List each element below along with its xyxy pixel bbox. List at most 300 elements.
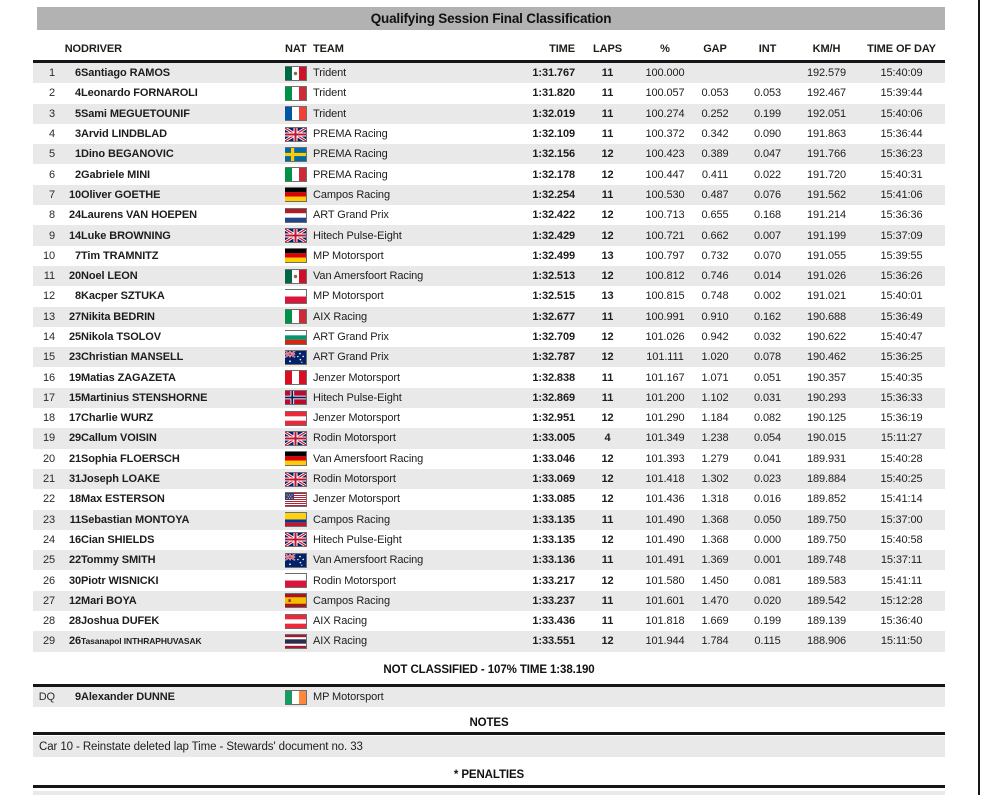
cell-laps: 13: [601, 249, 614, 262]
cell-driver-name: Max ESTERSON: [81, 493, 165, 506]
cell-gap: 0.487: [701, 188, 729, 201]
cell-position: 6: [48, 168, 55, 181]
cell-time-of-day: 15:36:44: [880, 128, 923, 141]
cell-time-of-day: 15:37:11: [880, 554, 923, 567]
header-car-number: NO: [64, 43, 81, 55]
cell-time-of-day: 15:39:55: [880, 249, 923, 262]
cell-time-of-day: 15:37:09: [880, 229, 923, 242]
cell-percent: 100.713: [645, 209, 685, 222]
cell-gap: 1.184: [701, 412, 729, 425]
cell-time: 1:32.499: [532, 249, 575, 262]
cell-percent: 100.991: [645, 310, 685, 323]
cell-percent: 100.721: [645, 229, 685, 242]
cell-time: 1:32.951: [532, 412, 575, 425]
cell-time: 1:32.422: [532, 209, 575, 222]
cell-kmh: 189.139: [806, 615, 847, 628]
cell-team: Hitech Pulse-Eight: [313, 229, 402, 242]
cell-time-of-day: 15:41:11: [880, 574, 923, 587]
cell-time-of-day: 15:11:27: [880, 432, 923, 445]
result-row: [33, 428, 945, 448]
cell-time: 1:32.869: [532, 391, 575, 404]
result-row: [33, 307, 945, 327]
cell-nationality: [285, 246, 313, 266]
cell-position: 3: [48, 107, 55, 120]
cell-laps: [575, 687, 640, 707]
notes-heading: NOTES: [469, 717, 509, 729]
cell-driver-name: Mari BOYA: [81, 594, 137, 607]
cell-nationality: [285, 144, 313, 164]
cell-team: Campos Racing: [313, 594, 390, 607]
cell-time-of-day: 15:40:35: [880, 371, 923, 384]
flag-icon-usa: [285, 493, 306, 506]
result-row: [33, 408, 945, 428]
cell-nationality: [285, 205, 313, 225]
result-row: [33, 550, 945, 570]
result-row: [33, 124, 945, 144]
cell-time: 1:33.135: [532, 513, 575, 526]
cell-driver-name: Leonardo FORNAROLI: [81, 87, 198, 100]
cell-nationality: [285, 428, 313, 448]
cell-team: MP Motorsport: [313, 290, 384, 303]
cell-percent: 100.057: [645, 87, 685, 100]
flag-icon-bul: [285, 331, 306, 344]
cell-interval: 0.115: [754, 635, 781, 648]
cell-kmh: 191.720: [806, 168, 847, 181]
bottom-stripe: [33, 791, 945, 795]
cell-gap: 1.368: [701, 513, 729, 526]
cell-interval: 0.199: [753, 107, 782, 120]
flag-icon-swe: [285, 148, 306, 161]
cell-interval: 0.016: [753, 493, 782, 506]
cell-team: PREMA Racing: [313, 148, 388, 161]
cell-kmh: 191.021: [806, 290, 847, 303]
flag-icon-gbr: [285, 432, 306, 445]
flag-icon-aut: [285, 615, 306, 628]
cell-time: 1:32.787: [532, 351, 575, 364]
cell-position: 7: [48, 188, 55, 201]
cell-position: 18: [42, 412, 55, 425]
flag-icon-pol: [285, 574, 306, 587]
cell-car-number: 31: [68, 473, 81, 486]
cell-nationality: [285, 307, 313, 327]
cell-laps: 12: [601, 270, 614, 283]
cell-percent: 101.026: [645, 331, 685, 343]
cell-position: 10: [42, 249, 55, 262]
cell-kmh: 190.462: [806, 351, 847, 364]
cell-kmh: 189.542: [806, 594, 847, 607]
header-driver: DRIVER: [81, 43, 122, 55]
cell-car-number: 2: [74, 168, 81, 181]
cell-gap: 1.020: [701, 351, 729, 364]
cell-time: 1:32.429: [532, 229, 575, 242]
cell-position: 19: [42, 432, 55, 445]
cell-interval: 0.051: [753, 371, 782, 384]
cell-kmh: 191.214: [806, 209, 847, 222]
cell-car-number: 27: [68, 310, 81, 323]
flag-icon-ned: [285, 209, 306, 222]
cell-laps: 12: [601, 331, 614, 343]
cell-laps: 12: [601, 473, 614, 486]
header-gap: GAP: [703, 43, 727, 55]
cell-interval: 0.162: [753, 310, 782, 323]
cell-time-of-day: 15:36:26: [880, 270, 923, 283]
cell-interval: [740, 62, 795, 84]
cell-kmh: 191.562: [806, 188, 847, 201]
cell-position: 21: [42, 473, 55, 486]
result-row: [33, 144, 945, 164]
cell-team: Campos Racing: [313, 188, 390, 201]
cell-team: AIX Racing: [313, 310, 368, 323]
cell-car-number: 1: [74, 148, 81, 161]
flag-icon-ita: [285, 87, 306, 100]
cell-car-number: 8: [74, 290, 81, 303]
cell-kmh: 189.750: [806, 533, 847, 546]
cell-gap: 0.655: [701, 209, 729, 222]
cell-kmh: 190.688: [806, 310, 847, 323]
cell-time-of-day: 15:36:25: [880, 351, 923, 364]
cell-percent: 101.111: [646, 351, 684, 364]
cell-percent: 101.944: [645, 635, 685, 648]
cell-car-number: 29: [68, 432, 81, 445]
cell-gap: 0.252: [701, 107, 729, 120]
cell-position: 2: [48, 87, 55, 100]
cell-driver-name: Joseph LOAKE: [81, 473, 160, 486]
note-row: [33, 736, 945, 757]
cell-car-number: 16: [68, 533, 81, 546]
cell-time: 1:33.069: [532, 473, 575, 486]
flag-icon-ger: [285, 188, 306, 201]
cell-car-number: 24: [68, 209, 81, 222]
cell-percent: 101.436: [645, 493, 685, 506]
cell-position: 11: [43, 270, 55, 283]
cell-driver-name: Kacper SZTUKA: [81, 290, 165, 303]
result-row: [33, 246, 945, 266]
cell-position: DQ: [38, 691, 55, 704]
cell-kmh: 191.026: [806, 270, 847, 283]
cell-percent: 100.447: [645, 168, 685, 181]
result-row: [33, 225, 945, 245]
cell-interval: 0.031: [753, 391, 782, 404]
cell-laps: 12: [601, 351, 614, 364]
cell-car-number: 10: [68, 188, 81, 201]
cell-car-number: 18: [68, 493, 81, 506]
cell-car-number: 15: [68, 391, 81, 404]
cell-car-number: 12: [68, 594, 81, 607]
cell-position: 15: [42, 351, 55, 364]
cell-time: 1:33.436: [532, 615, 575, 628]
cell-gap: 0.746: [701, 270, 729, 283]
cell-laps: 13: [601, 290, 614, 303]
cell-percent: 101.818: [645, 615, 685, 628]
header-team: TEAM: [313, 43, 344, 55]
cell-team: Hitech Pulse-Eight: [313, 391, 402, 404]
cell-driver-name: Sophia FLOERSCH: [81, 452, 180, 465]
cell-gap: 0.411: [701, 168, 729, 181]
cell-laps: 12: [601, 168, 614, 181]
cell-nationality: [285, 591, 313, 611]
cell-time-of-day: [858, 687, 945, 707]
cell-car-number: 28: [68, 615, 81, 628]
cell-percent: 101.200: [645, 391, 685, 404]
cell-position: 23: [42, 513, 55, 526]
cell-interval: 0.090: [753, 128, 782, 141]
cell-nationality: [285, 570, 313, 590]
cell-interval: 0.082: [753, 412, 782, 425]
cell-position: 27: [42, 594, 55, 607]
cell-interval: 0.199: [753, 615, 782, 628]
cell-laps: 11: [601, 554, 614, 567]
cell-interval: 0.007: [753, 229, 782, 242]
cell-laps: 11: [601, 87, 614, 100]
cell-percent: 100.530: [645, 188, 685, 201]
cell-nationality: [285, 185, 313, 205]
header-percent: %: [660, 43, 670, 55]
cell-interval: 0.081: [753, 574, 782, 587]
cell-interval: 0.001: [753, 554, 782, 567]
not-classified-table: [33, 687, 945, 707]
cell-driver-name: Matias ZAGAZETA: [81, 371, 176, 384]
cell-team: Trident: [313, 67, 347, 80]
cell-position: 20: [42, 452, 55, 465]
cell-time: 1:32.109: [532, 128, 575, 141]
cell-percent: 101.490: [645, 513, 685, 526]
cell-driver-name: Gabriele MINI: [81, 168, 150, 181]
result-row: [33, 327, 945, 347]
cell-position: 5: [48, 148, 55, 161]
cell-laps: 12: [601, 229, 614, 242]
cell-team: Jenzer Motorsport: [313, 371, 400, 384]
cell-time: 1:33.136: [532, 554, 575, 567]
result-row: [33, 631, 945, 651]
cell-laps: 12: [601, 412, 614, 425]
cell-time-of-day: 15:40:06: [880, 107, 923, 120]
cell-nationality: [285, 225, 313, 245]
cell-percent: 101.393: [645, 452, 685, 465]
cell-time: 1:33.085: [532, 493, 575, 506]
cell-time-of-day: 15:36:49: [880, 310, 923, 323]
cell-kmh: 189.852: [806, 493, 847, 506]
cell-driver-name: Oliver GOETHE: [81, 188, 161, 201]
cell-driver-name: Alexander DUNNE: [81, 691, 175, 704]
cell-driver-name: Nikola TSOLOV: [81, 331, 161, 343]
cell-nationality: [285, 550, 313, 570]
cell-time: [490, 687, 575, 707]
cell-percent: 100.797: [645, 249, 685, 262]
cell-gap: 1.369: [701, 554, 729, 567]
cell-team: Campos Racing: [313, 513, 390, 526]
cell-nationality: [285, 104, 313, 124]
cell-kmh: 192.467: [806, 87, 847, 100]
cell-laps: 12: [601, 148, 614, 161]
flag-icon-aut: [285, 412, 306, 425]
result-row: [33, 266, 945, 286]
cell-driver-name: Noel LEON: [81, 270, 138, 283]
flag-icon-ita: [285, 310, 306, 323]
cell-gap: 0.662: [701, 229, 729, 242]
flag-icon-fra: [285, 107, 306, 120]
cell-gap: 1.784: [701, 635, 729, 648]
cell-position: 24: [42, 533, 55, 546]
cell-nationality: [285, 327, 313, 347]
cell-driver-name: Sebastian MONTOYA: [81, 513, 190, 526]
penalties-rule: [33, 785, 945, 788]
flag-icon-gbr: [285, 128, 306, 141]
cell-kmh: 190.125: [806, 412, 847, 425]
flag-icon-gbr: [285, 229, 306, 242]
cell-nationality: [285, 530, 313, 550]
cell-time: 1:32.709: [532, 331, 575, 343]
cell-kmh: [795, 687, 858, 707]
cell-team: Van Amersfoort Racing: [313, 554, 424, 567]
result-row: [33, 185, 945, 205]
flag-icon-aus: [285, 554, 306, 567]
cell-laps: 11: [601, 371, 614, 384]
cell-driver-name: Laurens VAN HOEPEN: [81, 209, 197, 222]
cell-team: Rodin Motorsport: [313, 432, 396, 445]
cell-nationality: [285, 367, 313, 387]
cell-kmh: 190.357: [806, 371, 847, 384]
cell-driver-name: Joshua DUFEK: [81, 615, 160, 628]
cell-laps: 11: [601, 310, 614, 323]
cell-nationality: [285, 510, 313, 530]
cell-car-number: 17: [68, 412, 81, 425]
cell-position: 29: [42, 635, 55, 648]
cell-percent: 100.274: [645, 107, 685, 120]
cell-interval: 0.014: [753, 270, 782, 283]
notes-rule: [33, 732, 945, 735]
header-time-of-day: TIME OF DAY: [867, 43, 936, 55]
cell-time: 1:33.551: [532, 635, 575, 648]
cell-laps: 11: [601, 128, 614, 141]
cell-gap: 1.450: [701, 574, 729, 587]
cell-interval: 0.022: [753, 168, 782, 181]
flag-icon-pol: [285, 290, 306, 303]
cell-car-number: 20: [68, 270, 81, 283]
cell-nationality: [285, 631, 313, 651]
cell-position: 17: [42, 391, 55, 404]
cell-time-of-day: 15:40:31: [880, 168, 923, 181]
cell-gap: 1.102: [701, 391, 729, 404]
flag-icon-per: [285, 371, 306, 384]
cell-gap: 0.053: [701, 87, 729, 100]
cell-team: Trident: [313, 87, 347, 100]
cell-time-of-day: 15:11:50: [880, 635, 923, 648]
cell-nationality: [285, 83, 313, 103]
cell-time-of-day: 15:37:00: [880, 513, 923, 526]
cell-car-number: 21: [68, 452, 81, 465]
flag-icon-aus: [285, 351, 306, 364]
cell-laps: 12: [601, 574, 614, 587]
cell-nationality: [285, 62, 313, 84]
cell-interval: 0.032: [753, 331, 782, 343]
cell-team: ART Grand Prix: [313, 351, 389, 364]
cell-time-of-day: 15:36:23: [880, 148, 923, 161]
cell-nationality: [285, 286, 313, 306]
cell-car-number: 9: [74, 691, 81, 704]
result-row: [33, 591, 945, 611]
cell-laps: 11: [601, 513, 614, 526]
cell-gap: 1.669: [701, 615, 729, 628]
cell-gap: 0.942: [701, 331, 729, 343]
cell-laps: 11: [601, 188, 614, 201]
cell-laps: 12: [601, 533, 614, 546]
cell-percent: 100.372: [645, 128, 685, 141]
cell-percent: [640, 687, 690, 707]
results-body: [33, 62, 945, 652]
cell-team: AIX Racing: [313, 635, 368, 648]
cell-time: 1:33.237: [532, 594, 575, 607]
cell-kmh: 191.766: [806, 148, 847, 161]
page-right-border: [978, 0, 980, 795]
cell-nationality: [285, 388, 313, 408]
result-row: [33, 104, 945, 124]
cell-gap: 1.470: [701, 594, 729, 607]
cell-laps: 11: [601, 594, 614, 607]
cell-time-of-day: 15:41:14: [880, 493, 923, 506]
cell-laps: 12: [601, 493, 614, 506]
cell-position: 12: [42, 290, 55, 303]
cell-car-number: 22: [68, 554, 81, 567]
result-row: [33, 510, 945, 530]
cell-time-of-day: 15:40:01: [880, 290, 923, 303]
cell-car-number: 11: [69, 513, 81, 526]
cell-position: 16: [42, 371, 55, 384]
cell-gap: 0.342: [701, 128, 729, 141]
result-row: [33, 286, 945, 306]
cell-time: 1:32.838: [532, 371, 575, 384]
cell-time-of-day: 15:41:06: [880, 188, 923, 201]
cell-gap: 0.748: [701, 290, 729, 303]
cell-nationality: [285, 489, 313, 509]
cell-laps: 12: [601, 209, 614, 222]
cell-time: 1:32.677: [532, 310, 575, 323]
cell-percent: 100.815: [645, 290, 685, 303]
cell-interval: 0.168: [753, 209, 782, 222]
cell-gap: 1.368: [701, 533, 729, 546]
cell-time: 1:32.178: [532, 168, 575, 181]
cell-nationality: [285, 164, 313, 184]
cell-interval: 0.070: [753, 249, 782, 262]
cell-percent: 101.349: [645, 432, 685, 445]
cell-kmh: 188.906: [806, 635, 847, 648]
cell-driver-name: Nikita BEDRIN: [81, 310, 155, 323]
cell-driver-name: Santiago RAMOS: [81, 67, 171, 80]
result-row: [33, 83, 945, 103]
cell-kmh: 190.015: [806, 432, 847, 445]
not-classified-body: [33, 687, 945, 707]
cell-kmh: 189.884: [806, 473, 847, 486]
cell-kmh: 189.750: [806, 513, 847, 526]
cell-car-number: 4: [74, 87, 81, 100]
cell-laps: 12: [601, 452, 614, 465]
cell-laps: 11: [601, 67, 614, 80]
cell-position: 13: [42, 310, 55, 323]
cell-kmh: 191.055: [806, 249, 847, 262]
result-row: [33, 347, 945, 367]
cell-interval: 0.041: [753, 452, 782, 465]
cell-interval: 0.047: [753, 148, 782, 161]
cell-car-number: 14: [68, 229, 81, 242]
cell-driver-name: Cian SHIELDS: [81, 533, 155, 546]
cell-time-of-day: 15:40:28: [880, 452, 923, 465]
header-nationality: NAT: [285, 43, 307, 55]
cell-team: Hitech Pulse-Eight: [313, 533, 402, 546]
cell-interval: 0.050: [753, 513, 782, 526]
cell-time: 1:31.820: [532, 87, 575, 100]
result-row: [33, 611, 945, 631]
cell-time: 1:32.156: [532, 148, 575, 161]
cell-time-of-day: 15:40:47: [880, 331, 923, 343]
